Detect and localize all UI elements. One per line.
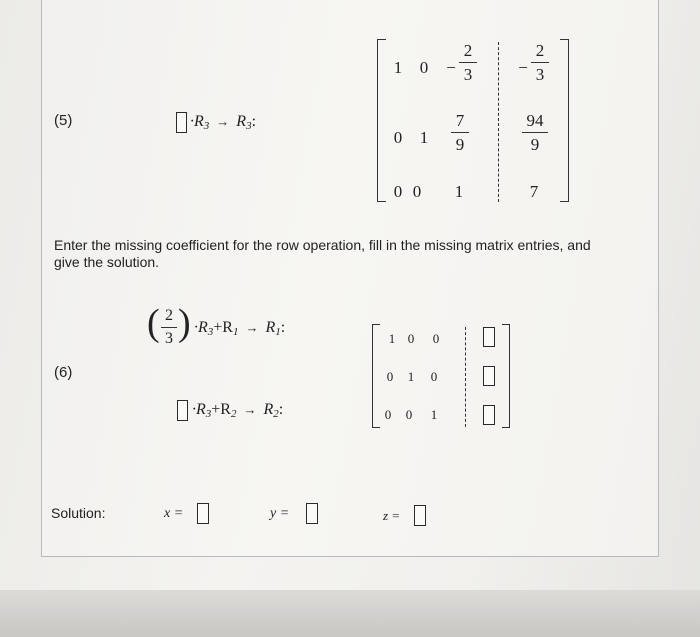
op6a-sub-b: 1: [232, 326, 239, 338]
op6b-sub-c: 2: [273, 408, 279, 420]
matrix-6-right-bracket: [502, 324, 510, 428]
z-input[interactable]: [414, 505, 426, 526]
m5-r1aug-sign: −: [518, 58, 528, 77]
matrix-6-left-bracket: [372, 324, 380, 428]
instruction-text: Enter the missing coefficient for the row operation, fill in the missing matrix entries, and give the solution.: [54, 237, 591, 270]
problem-6-label: (6): [54, 364, 73, 381]
y-input[interactable]: [306, 503, 318, 524]
m6-r2c1: 0: [386, 369, 394, 384]
x-input[interactable]: [197, 503, 209, 524]
m5-r2c3-den: 9: [455, 135, 465, 154]
m6-r1c2: 0: [407, 331, 415, 346]
solution-label: Solution:: [51, 505, 106, 521]
m5-r1c2: 0: [419, 58, 429, 77]
z-label: z =: [383, 508, 401, 523]
op6a-frac-num: 2: [165, 307, 173, 324]
op6b-plus-r: +R: [211, 401, 231, 418]
op5-colon: :: [251, 113, 257, 130]
m5-r1c3-num: 2: [463, 41, 473, 60]
m5-r3aug: 7: [529, 182, 539, 201]
op5-target: R: [236, 113, 247, 130]
matrix-6-input-r2-aug[interactable]: [483, 366, 495, 386]
m5-r2c2: 1: [419, 128, 429, 147]
op6a-plus-r: +R: [213, 319, 233, 336]
m6-r2c2: 1: [407, 369, 415, 384]
op6a-frac-den: 3: [165, 330, 173, 347]
op6a-target: R: [265, 319, 276, 336]
m6-r3c2: 0: [405, 407, 413, 422]
m6-r2c3: 0: [430, 369, 438, 384]
m5-r3c2: 0: [412, 182, 422, 201]
m5-r3c3: 1: [454, 182, 464, 201]
coefficient-input-6[interactable]: [177, 400, 188, 421]
matrix-5-left-bracket: [377, 39, 386, 202]
m5-r1c3-den: 3: [463, 65, 473, 84]
matrix-5-right-bracket: [560, 39, 569, 202]
arrow-icon: →: [243, 402, 257, 417]
op6b-sub-a: 3: [205, 408, 212, 420]
op6b-sub-b: 2: [230, 408, 237, 420]
op6b-target: R: [263, 401, 274, 418]
arrow-icon: →: [245, 320, 259, 335]
m5-r2c3-num: 7: [455, 111, 465, 130]
coefficient-input-5[interactable]: [176, 112, 187, 133]
matrix-6-augment-divider: [465, 327, 466, 427]
matrix-5-augment-divider: [498, 42, 499, 202]
m5-r2aug-den: 9: [530, 135, 540, 154]
y-label: y =: [270, 506, 290, 521]
m5-r2c1: 0: [393, 128, 403, 147]
op6a-colon: :: [280, 319, 286, 336]
m5-r1aug-fraction-bar: [531, 62, 549, 63]
m5-r1aug-num: 2: [535, 41, 545, 60]
right-paren: ): [178, 302, 191, 344]
op6a-times-r: ·R: [194, 319, 208, 336]
x-label: x =: [164, 506, 184, 521]
m5-r2c3-fraction-bar: [451, 132, 469, 133]
op5-sub-b: 3: [246, 120, 252, 132]
op5-sub-a: 3: [203, 120, 210, 132]
m5-r3c1: 0: [393, 182, 403, 201]
m5-r1c3-fraction-bar: [459, 62, 477, 63]
m5-r1c1: 1: [393, 58, 403, 77]
left-paren: (: [147, 302, 160, 344]
m5-r1c3-sign: −: [446, 58, 456, 77]
op6a-sub-a: 3: [207, 326, 214, 338]
arrow-icon: →: [216, 114, 230, 129]
m5-r2aug-num: 94: [526, 111, 544, 130]
op6b-times-r: ·R: [192, 401, 206, 418]
matrix-6-input-r3-aug[interactable]: [483, 405, 495, 425]
m6-r1c3: 0: [432, 331, 440, 346]
page-bottom-shadow: [0, 590, 700, 637]
op6a-sub-c: 1: [275, 326, 281, 338]
m5-r1aug-den: 3: [535, 65, 545, 84]
op6b-colon: :: [278, 401, 284, 418]
op5-times-r: ·R: [190, 113, 204, 130]
m6-r3c1: 0: [384, 407, 392, 422]
op6a-fraction-bar: [161, 327, 177, 328]
problem-5-label: (5): [54, 112, 73, 129]
m5-r2aug-fraction-bar: [522, 132, 548, 133]
m6-r1c1: 1: [388, 331, 396, 346]
m6-r3c3: 1: [430, 407, 438, 422]
matrix-6-input-r1-aug[interactable]: [483, 327, 495, 347]
